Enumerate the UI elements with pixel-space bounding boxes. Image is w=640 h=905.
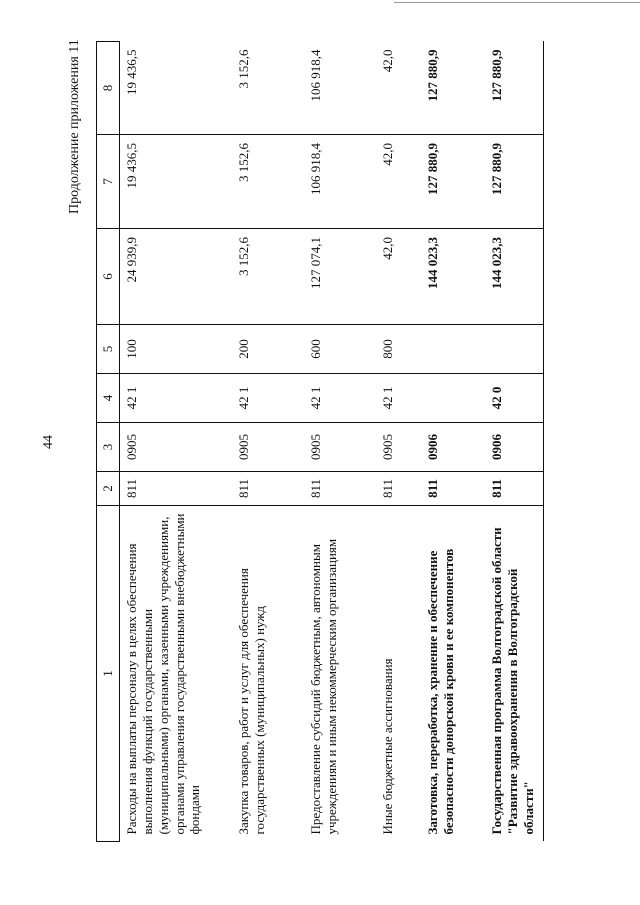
section-code: 0906 <box>485 423 544 472</box>
amount-column-8: 3 152,6 <box>232 42 304 135</box>
table-row-state-program <box>485 42 544 842</box>
table-row-subsidies <box>304 42 376 842</box>
row-description: Расходы на выплаты персоналу в целях обеспечения выполнения функций государственными (муниципальными) органами, казенными учреждениями, органами управления государственными внебюджетными фондами <box>124 513 203 835</box>
column-header-7: 7 <box>97 135 120 229</box>
target-code: 42 1 <box>120 374 233 423</box>
column-header-1: 1 <box>97 506 120 842</box>
table-row-procurement <box>232 42 304 842</box>
page-number: 44 <box>41 435 56 449</box>
amount-column-8: 19 436,5 <box>120 42 233 135</box>
ministry-code: 811 <box>304 472 376 506</box>
top-rule <box>394 2 640 3</box>
row-description: Иные бюджетные ассигнования <box>380 658 395 835</box>
ministry-code: 811 <box>232 472 304 506</box>
section-code: 0905 <box>376 423 421 472</box>
appendix-continuation-title: Продолжение приложения 11 <box>67 39 82 214</box>
table-row-other-budget-allocations <box>376 42 421 842</box>
target-code <box>421 374 485 423</box>
amount-column-8: 127 880,9 <box>485 42 544 135</box>
expense-type-code: 800 <box>376 325 421 374</box>
expense-type-code: 600 <box>304 325 376 374</box>
amount-column-7: 127 880,9 <box>485 135 544 229</box>
amount-column-7: 42,0 <box>376 135 421 229</box>
row-description: Закупка товаров, работ и услуг для обеспечения государственных (муниципальных) нужд <box>236 568 267 835</box>
amount-column-6: 24 939,9 <box>120 229 233 325</box>
ministry-code: 811 <box>376 472 421 506</box>
ministry-code: 811 <box>120 472 233 506</box>
section-code: 0905 <box>120 423 233 472</box>
amount-column-6: 3 152,6 <box>232 229 304 325</box>
target-code: 42 0 <box>485 374 544 423</box>
section-code: 0905 <box>304 423 376 472</box>
table-header-row <box>97 42 120 842</box>
amount-column-6: 42,0 <box>376 229 421 325</box>
amount-column-7: 106 918,4 <box>304 135 376 229</box>
ministry-code: 811 <box>485 472 544 506</box>
column-header-6: 6 <box>97 229 120 325</box>
target-code: 42 1 <box>304 374 376 423</box>
amount-column-8: 106 918,4 <box>304 42 376 135</box>
amount-column-7: 127 880,9 <box>421 135 485 229</box>
row-description: Предоставление субсидий бюджетным, автономным учреждениям и иным некоммерческим организациям <box>308 538 339 835</box>
amount-column-7: 19 436,5 <box>120 135 233 229</box>
column-header-5: 5 <box>97 325 120 374</box>
target-code: 42 1 <box>376 374 421 423</box>
section-code: 0905 <box>232 423 304 472</box>
section-code: 0906 <box>421 423 485 472</box>
column-header-8: 8 <box>97 42 120 135</box>
amount-column-6: 127 074,1 <box>304 229 376 325</box>
ministry-code: 811 <box>421 472 485 506</box>
expense-type-code: 200 <box>232 325 304 374</box>
expense-type-code <box>421 325 485 374</box>
amount-column-6: 144 023,3 <box>421 229 485 325</box>
expense-type-code <box>485 325 544 374</box>
column-header-4: 4 <box>97 374 120 423</box>
column-header-2: 2 <box>97 472 120 506</box>
amount-column-8: 42,0 <box>376 42 421 135</box>
target-code: 42 1 <box>232 374 304 423</box>
expense-type-code: 100 <box>120 325 233 374</box>
table-row-personnel-expenses <box>120 42 233 842</box>
row-description: Государственная программа Волгоградской области "Развитие здравоохранения в Волгоградской области" <box>485 506 544 842</box>
row-description: Заготовка, переработка, хранение и обеспечение безопасности донорской крови и ее компонентов <box>425 548 456 835</box>
column-header-3: 3 <box>97 423 120 472</box>
amount-column-8: 127 880,9 <box>421 42 485 135</box>
table-row-blood-safety <box>421 42 485 842</box>
amount-column-7: 3 152,6 <box>232 135 304 229</box>
amount-column-6: 144 023,3 <box>485 229 544 325</box>
budget-table-rotated-frame <box>96 42 616 842</box>
budget-table <box>96 41 544 842</box>
